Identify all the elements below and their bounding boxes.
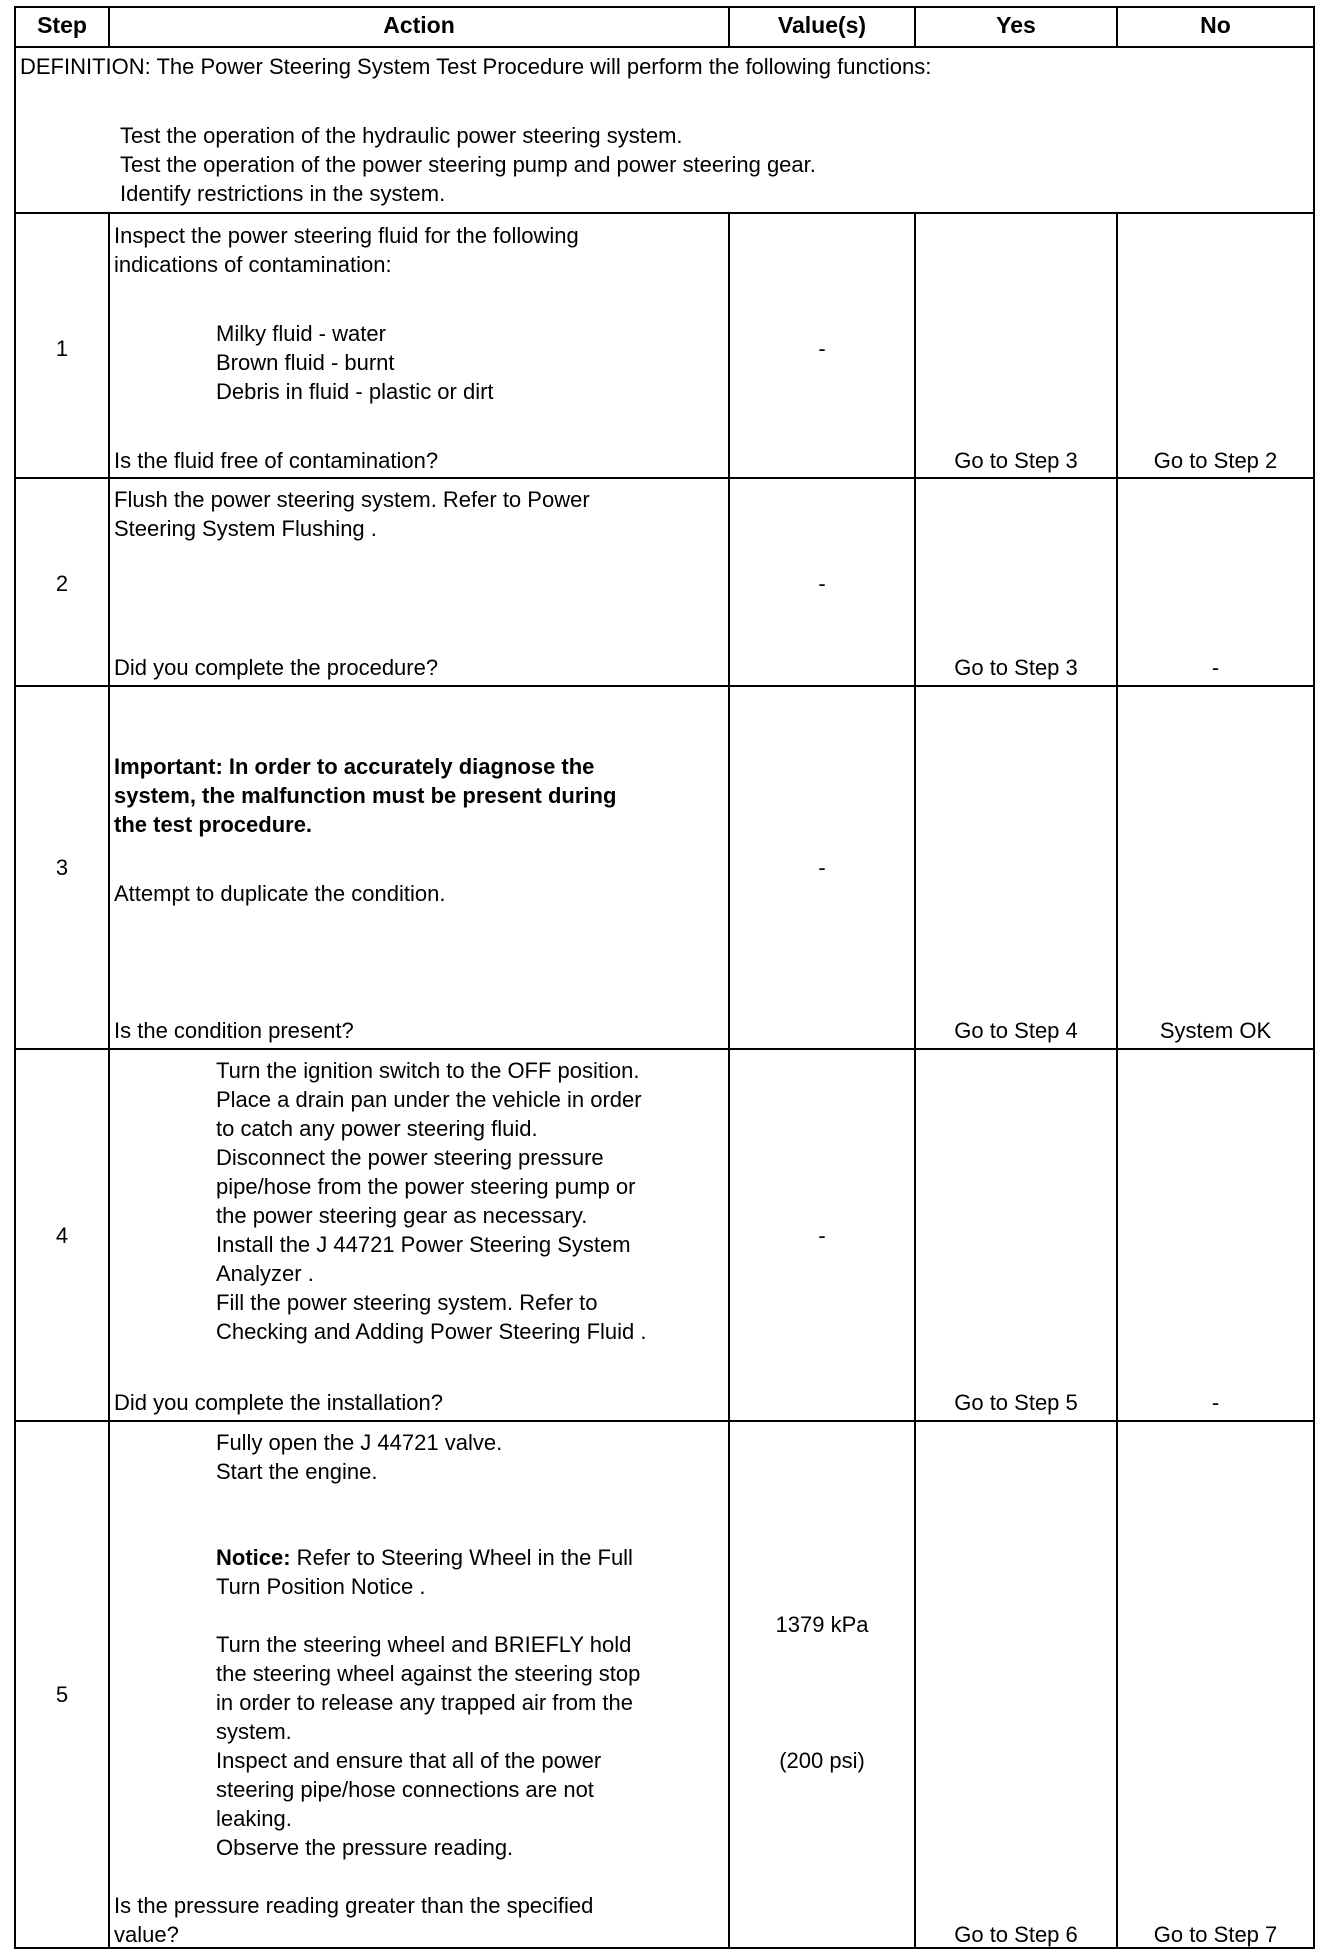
step-action-text: Checking and Adding Power Steering Fluid . [216, 1319, 647, 1344]
procedure-table [14, 6, 1315, 1949]
step-no-link: System OK [1159, 1018, 1272, 1043]
step-action-text: Turn the steering wheel and BRIEFLY hold [216, 1632, 632, 1657]
step-yes-link: Go to Step 6 [954, 1922, 1078, 1947]
step-number: 4 [55, 1223, 69, 1248]
step-yes-link: Go to Step 4 [954, 1018, 1078, 1043]
step-action-text: Analyzer . [216, 1261, 314, 1286]
step-action-text: pipe/hose from the power steering pump or [216, 1174, 636, 1199]
step-yes-link: Go to Step 5 [954, 1390, 1078, 1415]
step-value: - [818, 571, 826, 596]
header-action: Action [383, 12, 455, 38]
step-number: 1 [55, 336, 69, 361]
step-value: - [818, 855, 826, 880]
important-note: the test procedure. [114, 812, 313, 837]
step-action-text: Start the engine. [216, 1459, 378, 1484]
step-action-text: Install the J 44721 Power Steering System [216, 1232, 631, 1257]
step-action-text: Inspect and ensure that all of the power [216, 1748, 602, 1773]
col-divider [108, 214, 110, 1949]
step-action-text: Flush the power steering system. Refer to Power [114, 487, 590, 512]
step-no-link: - [1211, 1390, 1220, 1415]
step-action-text: system. [216, 1719, 292, 1744]
col-divider [728, 214, 730, 1949]
step-action-text: Attempt to duplicate the condition. [114, 881, 446, 906]
step-question: Did you complete the procedure? [114, 655, 439, 680]
step-no-link: Go to Step 7 [1153, 1922, 1278, 1947]
step-value-kpa: 1379 kPa [775, 1612, 869, 1637]
notice-line [216, 1543, 633, 1572]
row-divider [14, 477, 1315, 479]
definition-item: Test the operation of the power steering pump and power steering gear. [120, 152, 816, 177]
step-yes-link: Go to Step 3 [954, 655, 1078, 680]
header-no: No [1200, 12, 1231, 38]
step-sub-item: Brown fluid - burnt [216, 350, 395, 375]
step-question: Is the fluid free of contamination? [114, 448, 439, 473]
header-yes: Yes [996, 12, 1036, 38]
important-note: Important: In order to accurately diagnose the [114, 754, 595, 779]
header-step: Step [37, 12, 87, 38]
step-action-text: in order to release any trapped air from the [216, 1690, 634, 1715]
step-question: Did you complete the installation? [114, 1390, 443, 1415]
definition-intro: DEFINITION: The Power Steering System Test Procedure will perform the following functions: [20, 54, 932, 79]
step-action-text: indications of contamination: [114, 252, 392, 277]
notice-text: Refer to Steering Wheel in the Full [290, 1545, 633, 1570]
step-sub-item: Milky fluid - water [216, 321, 386, 346]
step-action-text: Inspect the power steering fluid for the following [114, 223, 579, 248]
step-action-text: the power steering gear as necessary. [216, 1203, 588, 1228]
row-divider [14, 1420, 1315, 1422]
step-value-psi: (200 psi) [779, 1748, 865, 1773]
step-number: 5 [55, 1682, 69, 1707]
row-divider [14, 212, 1315, 214]
step-action-text: Disconnect the power steering pressure [216, 1145, 604, 1170]
step-action-text: leaking. [216, 1806, 292, 1831]
row-divider [14, 46, 1315, 48]
row-divider [14, 1048, 1315, 1050]
step-action-text: Fully open the J 44721 valve. [216, 1430, 503, 1455]
notice-label: Notice: [216, 1545, 291, 1570]
step-action-text: Steering System Flushing . [114, 516, 377, 541]
step-action-text: Turn the ignition switch to the OFF position. [216, 1058, 640, 1083]
notice-text: Turn Position Notice . [216, 1574, 426, 1599]
step-question: value? [114, 1922, 179, 1947]
step-question: Is the condition present? [114, 1018, 354, 1043]
step-action-text: to catch any power steering fluid. [216, 1116, 538, 1141]
step-action-text: Fill the power steering system. Refer to [216, 1290, 598, 1315]
step-action-text: steering pipe/hose connections are not [216, 1777, 594, 1802]
step-yes-link: Go to Step 3 [954, 448, 1078, 473]
step-action-text: the steering wheel against the steering stop [216, 1661, 641, 1686]
step-question: Is the pressure reading greater than the specified [114, 1893, 594, 1918]
step-action-text: Observe the pressure reading. [216, 1835, 514, 1860]
step-number: 2 [55, 571, 69, 596]
step-no-link: - [1211, 655, 1220, 680]
definition-item: Identify restrictions in the system. [120, 181, 446, 206]
step-value: - [818, 336, 826, 361]
step-action-text: Place a drain pan under the vehicle in order [216, 1087, 642, 1112]
definition-item: Test the operation of the hydraulic power steering system. [120, 123, 683, 148]
row-divider [14, 685, 1315, 687]
step-no-link: Go to Step 2 [1153, 448, 1278, 473]
step-sub-item: Debris in fluid - plastic or dirt [216, 379, 494, 404]
step-number: 3 [55, 855, 69, 880]
header-values: Value(s) [777, 12, 867, 38]
step-value: - [818, 1223, 826, 1248]
important-note: system, the malfunction must be present during [114, 783, 617, 808]
